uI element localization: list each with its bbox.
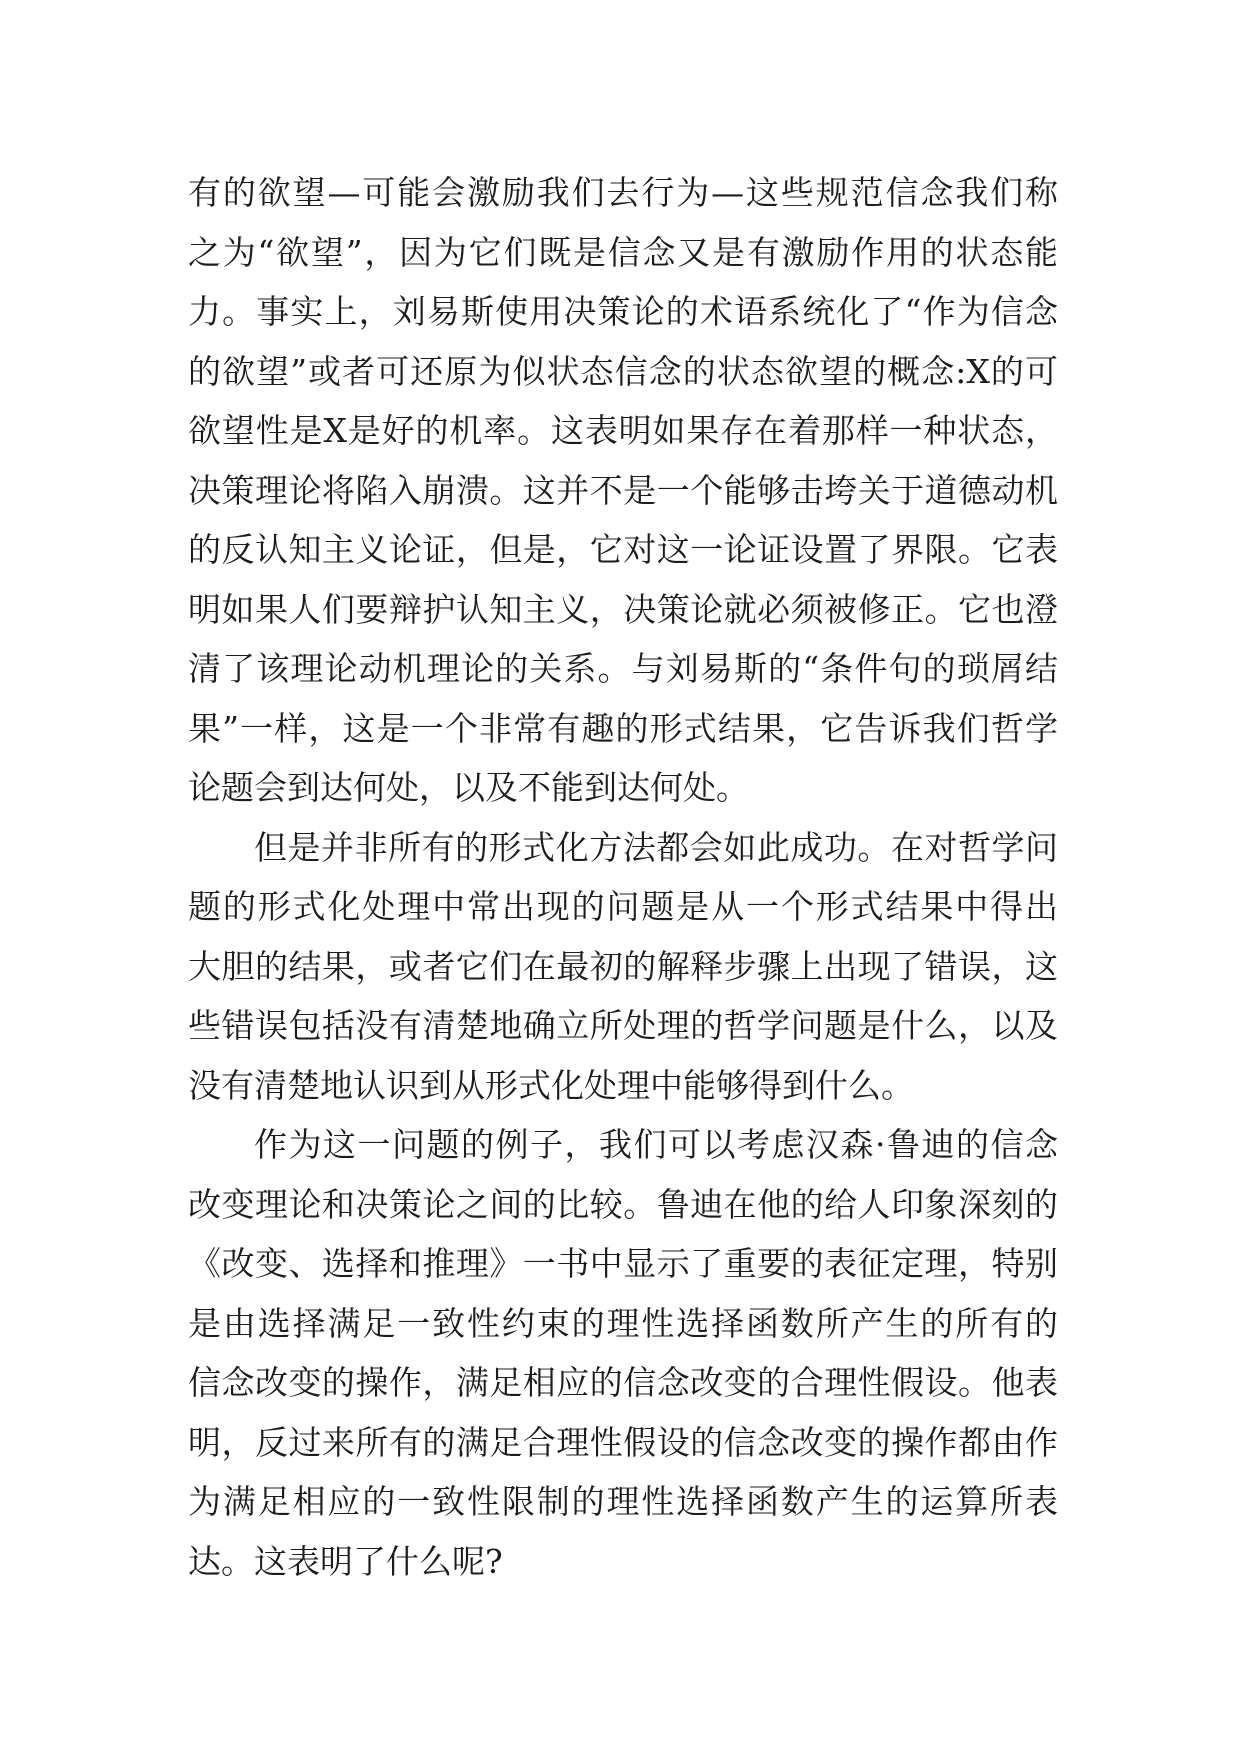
text-line: 信念改变的操作，满足相应的信念改变的合理性假设。他表	[188, 1363, 1058, 1402]
text-line: 明如果人们要辩护认知主义，决策论就必须被修正。它也澄	[188, 589, 1058, 629]
text-line: 论题会到达何处，以及不能到达何处。	[188, 768, 749, 807]
text-line: 达。这表明了什么呢?	[188, 1541, 503, 1581]
text-line: 清了该理论动机理论的关系。与刘易斯的“条件句的琐屑结	[188, 649, 1058, 688]
text-line: 是由选择满足一致性约束的理性选择函数所产生的所有的	[188, 1303, 1058, 1343]
text-line: 但是并非所有的形式化方法都会如此成功。在对哲学问	[254, 827, 1058, 867]
paragraph-3	[188, 1115, 1058, 1591]
text-line: 些错误包括没有清楚地确立所处理的哲学问题是什么，以及	[188, 1006, 1058, 1045]
text-line: 果”一样，这是一个非常有趣的形式结果，它告诉我们哲学	[188, 708, 1058, 748]
text-line: 题的形式化处理中常出现的问题是从一个形式结果中得出	[188, 887, 1058, 926]
text-line: 明，反过来所有的满足合理性假设的信念改变的操作都由作	[188, 1422, 1058, 1462]
text-line: 的欲望”或者可还原为似状态信念的状态欲望的概念:X的可	[188, 351, 1058, 391]
text-line: 欲望性是X是好的机率。这表明如果存在着那样一种状态，	[188, 411, 1058, 450]
text-line: 大胆的结果，或者它们在最初的解释步骤上出现了错误，这	[188, 946, 1058, 986]
text-line: 有的欲望—可能会激励我们去行为—这些规范信念我们称	[188, 173, 1058, 212]
text-line: 改变理论和决策论之间的比较。鲁迪在他的给人印象深刻的	[188, 1184, 1058, 1224]
text-line: 没有清楚地认识到从形式化处理中能够得到什么。	[188, 1065, 914, 1105]
document-body	[188, 163, 1058, 1591]
text-line: 决策理论将陷入崩溃。这并不是一个能够击垮关于道德动机	[188, 470, 1058, 510]
paragraph-1	[188, 163, 1058, 818]
text-line: 《改变、选择和推理》一书中显示了重要的表征定理，特别	[188, 1244, 1058, 1283]
text-line: 作为这一问题的例子，我们可以考虑汉森·鲁迪的信念	[254, 1125, 1058, 1164]
text-line: 的反认知主义论证，但是，它对这一论证设置了界限。它表	[188, 530, 1058, 569]
text-line: 力。事实上，刘易斯使用决策论的术语系统化了“作为信念	[188, 292, 1058, 331]
text-line: 为满足相应的一致性限制的理性选择函数产生的运算所表	[188, 1482, 1058, 1521]
text-line: 之为“欲望”，因为它们既是信念又是有激励作用的状态能	[188, 232, 1058, 272]
paragraph-2	[188, 818, 1058, 1116]
